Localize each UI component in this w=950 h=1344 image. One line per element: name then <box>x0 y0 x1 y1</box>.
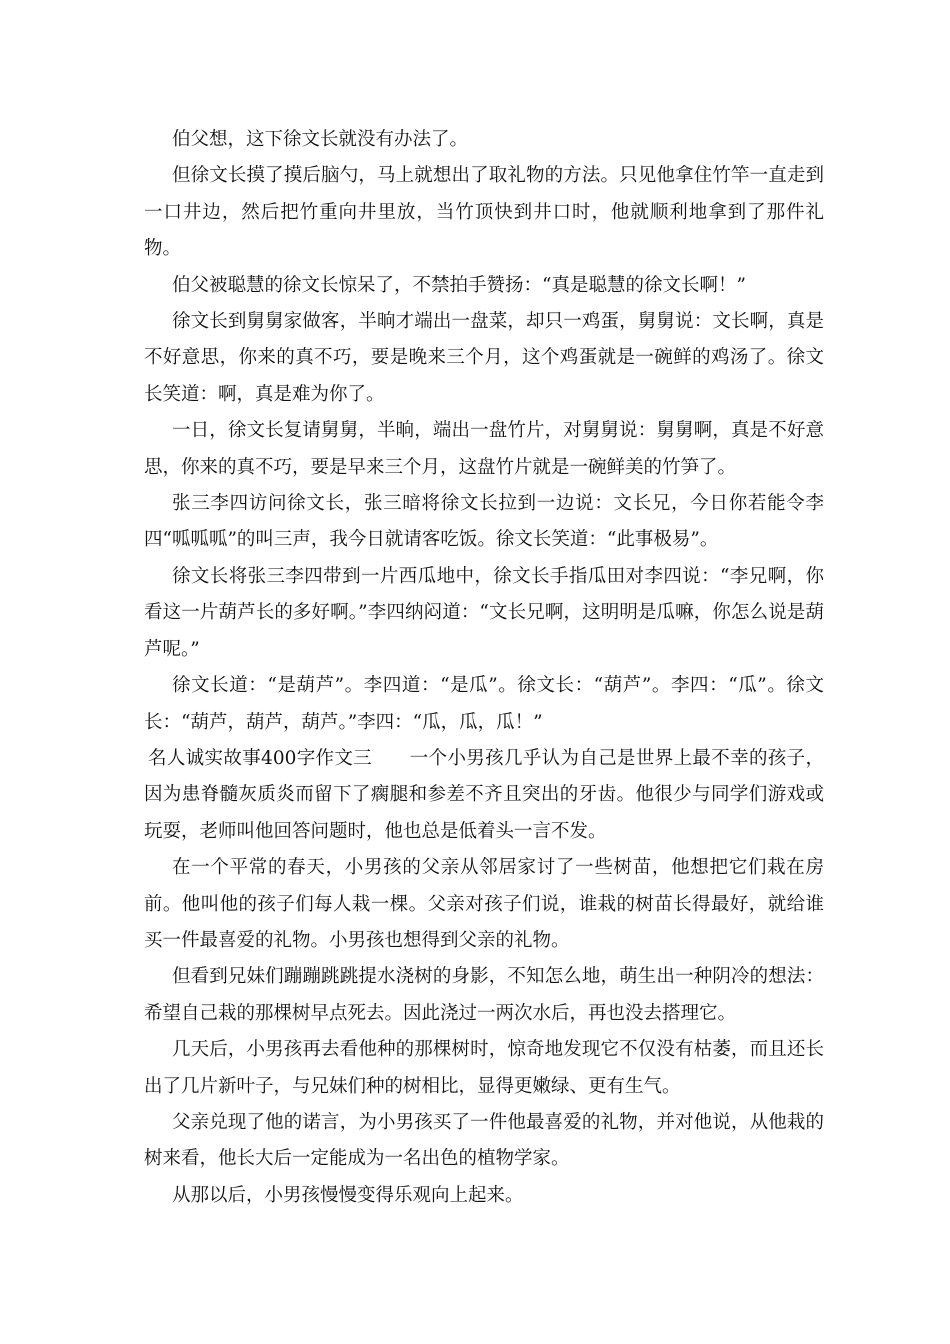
paragraph: 徐文长到舅舅家做客，半晌才端出一盘菜，却只一鸡蛋，舅舅说：文长啊，真是不好意思，你来的真不巧，要是晚来三个月，这个鸡蛋就是一碗鲜的鸡汤了。徐文长笑道：啊，真是难为你了。 <box>144 311 824 405</box>
paragraph: 徐文长道：“是葫芦”。李四道：“是瓜”。徐文长：“葫芦”。李四：“瓜”。徐文长：“葫芦，葫芦，葫芦。”李四：“瓜，瓜，瓜！” <box>144 675 824 733</box>
paragraph: 父亲兑现了他的诺言，为小男孩买了一件他最喜爱的礼物，并对他说，从他栽的树来看，他长大后一定能成为一名出色的植物学家。 <box>144 1111 824 1170</box>
paragraph: 一日，徐文长复请舅舅，半晌，端出一盘竹片，对舅舅说：舅舅啊，真是不好意思，你来的真不巧，要是早来三个月，这盘竹片就是一碗鲜美的竹笋了。 <box>144 420 824 478</box>
section-heading-paragraph: 名人诚实故事400字作文三 一个小男孩几乎认为自己是世界上最不幸的孩子，因为患脊髓灰质炎而留下了瘸腿和参差不齐且突出的牙齿。他很少与同学们游戏或玩耍，老师叫他回答问题时，他也总是低着头一言不发。 <box>144 747 824 842</box>
paragraph: 在一个平常的春天，小男孩的父亲从邻居家讨了一些树苗，他想把它们栽在房前。他叫他的孩子们每人栽一棵。父亲对孩子们说，谁栽的树苗长得最好，就给谁买一件最喜爱的礼物。小男孩也想得到父亲的礼物。 <box>144 857 824 951</box>
paragraph: 但徐文长摸了摸后脑勺，马上就想出了取礼物的方法。只见他拿住竹竿一直走到一口井边，然后把竹重向井里放，当竹顶快到井口时，他就顺利地拿到了那件礼物。 <box>144 165 824 260</box>
body-text <box>144 122 824 1214</box>
paragraph: 从那以后，小男孩慢慢变得乐观向上起来。 <box>172 1184 524 1206</box>
paragraph: 张三李四访问徐文长，张三暗将徐文长拉到一边说：文长兄，今日你若能令李四“呱呱呱”的叫三声，我今日就请客吃饭。徐文长笑道：“此事极易”。 <box>144 493 824 551</box>
paragraph: 徐文长将张三李四带到一片西瓜地中，徐文长手指瓜田对李四说：“李兄啊，你看这一片葫芦长的多好啊。”李四纳闷道：“文长兄啊，这明明是瓜嘛，你怎么说是葫芦呢。” <box>144 565 824 660</box>
paragraph: 伯父想，这下徐文长就没有办法了。 <box>172 129 469 150</box>
paragraph: 但看到兄妹们蹦蹦跳跳提水浇树的身影，不知怎么地，萌生出一种阴冷的想法：希望自己栽的那棵树早点死去。因此浇过一两次水后，再也没去搭理它。 <box>144 966 824 1024</box>
paragraph: 几天后，小男孩再去看他种的那棵树时，惊奇地发现它不仅没有枯萎，而且还长出了几片新叶子，与兄妹们种的树相比，显得更嫩绿、更有生气。 <box>144 1039 824 1097</box>
paragraph: 伯父被聪慧的徐文长惊呆了，不禁拍手赞扬：“真是聪慧的徐文长啊！” <box>172 274 746 296</box>
